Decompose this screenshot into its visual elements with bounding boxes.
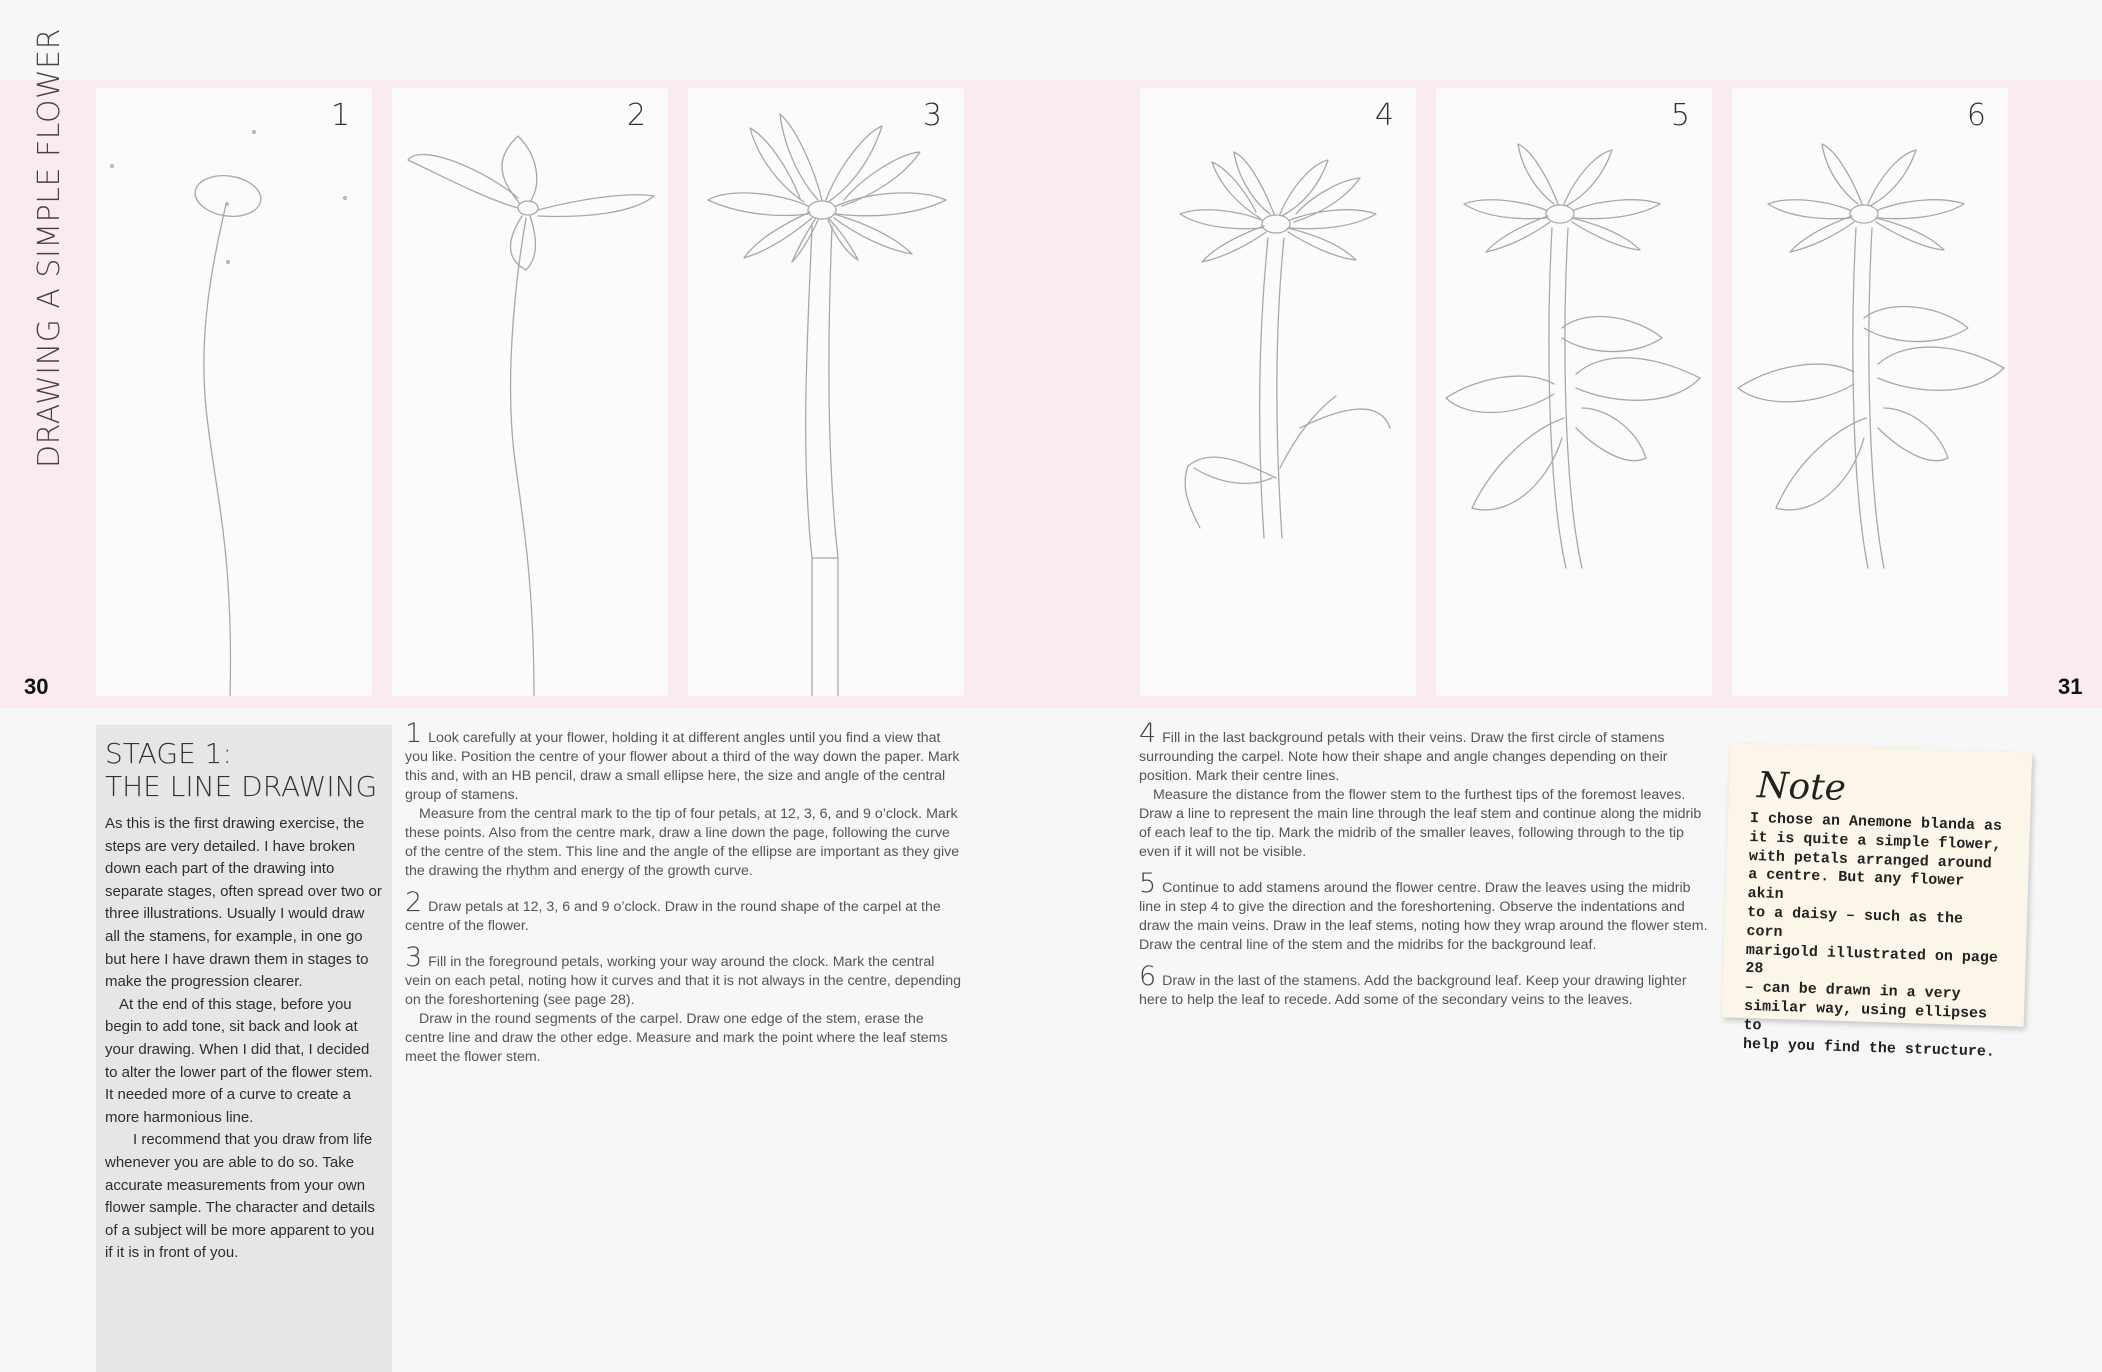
step-number: 6 [1139,961,1157,992]
step-text: Continue to add stamens around the flower centre. Draw the leaves using the midrib line in step 4 to give the direction and the foreshortening. Observe the indentations and draw the main veins. Draw in the leaf stems, noting how they wrap around the flower stem. Draw the central line of the stem and the midribs for the background leaf. [1139,880,1708,953]
panel-number: 2 [626,98,646,133]
section-title: DRAWING A SIMPLE FLOWER [32,28,67,468]
note-line: help you find the structure. [1742,1035,1996,1061]
step-text: Draw petals at 12, 3, 6 and 9 o’clock. Draw in the round shape of the carpel at the centre of the flower. [405,899,941,934]
note-line: similar way, using ellipses to [1743,997,1988,1035]
stage-paragraph: At the end of this stage, before you begin to add tone, sit back and look at your drawing. When I did that, I decided to alter the lower part of the flower stem. It needed more of a curve to create a more harmonious line. [105,995,373,1126]
note-line: – can be drawn in a very [1744,979,1961,1003]
drawing-panel-2 [392,88,668,696]
steps-column-left [405,718,963,1079]
step-2 [405,887,963,936]
stage-title-line-1: STAGE 1: [105,737,232,770]
step-text: Measure the distance from the flower stem to the furthest tips of the foremost leaves. Draw a line to represent the main line through the leaf stem and continue along the midrib of each leaf to the tip. Mark the midrib of the smaller leaves, following through to the tip even if it will not be visible. [1139,787,1702,860]
stage-1-sidebar [96,725,392,1372]
stage-paragraph: As this is the first drawing exercise, the steps are very detailed. I have broken down each part of the drawing into separate stages, often spread over two or three illustrations. Usually I would draw all the stamens, for example, in one go but here I have drawn them in stages to make the progression clearer. [105,815,382,991]
step-5 [1139,868,1713,955]
drawing-panel-1 [96,88,372,696]
step-text: Draw in the round segments of the carpel. Draw one edge of the stem, erase the centre line and draw the other edge. Measure and mark the point where the leaf stems meet the flower stem. [405,1011,948,1065]
note-body [1743,810,2009,1062]
step-6 [1139,961,1713,1010]
step-number: 3 [405,942,423,973]
panel-number: 1 [330,98,350,133]
step-1 [405,718,963,881]
drawing-panel-3 [688,88,964,696]
flower-sketch-step-6 [1732,88,2008,696]
note-line: marigold illustrated on page 28 [1745,941,1999,978]
note-line: with petals arranged around [1748,847,1993,873]
step-3 [405,942,963,1067]
panel-number: 4 [1374,98,1394,133]
panel-number: 6 [1966,98,1986,133]
step-text: Fill in the last background petals with their veins. Draw the first circle of stamens surrounding the carpel. Note how their shape and angle changes depending on their position. Mark their centre lines. [1139,730,1668,784]
step-number: 2 [405,887,423,918]
step-text: Fill in the foreground petals, working your way around the clock. Mark the central vein on each petal, noting how it curves and that it is not always in the centre, depending on the foreshortening (see page 28). [405,954,962,1008]
flower-sketch-step-5 [1436,88,1712,696]
page-number-left: 30 [24,674,49,699]
step-text: Look carefully at your flower, holding it at different angles until you find a view that you like. Position the centre of your flower about a third of the way down the paper. Mark this and, with an HB pencil, draw a small ellipse here, the size and angle of the central group of stamens. [405,730,960,803]
step-text: Measure from the central mark to the tip of four petals, at 12, 3, 6, and 9 o’clock. Mark these points. Also from the centre mark, draw a line down the page, following the curve of the centre of the stem. This line and the angle of the ellipse are important as they give the drawing the rhythm and energy of the growth curve. [405,806,960,879]
flower-sketch-step-3 [688,88,964,696]
panel-number: 5 [1670,98,1690,133]
flower-sketch-step-2 [392,88,668,696]
note-line: I chose an Anemone blanda as [1749,809,2003,835]
note-line: to a daisy – such as the corn [1746,903,1964,941]
flower-sketch-step-1 [96,88,372,696]
drawing-panel-4 [1140,88,1416,696]
flower-sketch-step-4 [1140,88,1416,696]
stage-body [105,813,383,1265]
panel-number: 3 [922,98,942,133]
note-line: a centre. But any flower akin [1747,866,1965,904]
step-4 [1139,718,1713,862]
stage-title [105,737,383,803]
stage-paragraph: I recommend that you draw from life whenever you are able to do so. Take accurate measurements from your own flower sample. The character and details of a subject will be more apparent to you if it is in front of you. [105,1131,375,1262]
note-card [1722,743,2032,1061]
page-number-right: 31 [2058,674,2083,699]
stage-title-line-2: THE LINE DRAWING [105,770,378,803]
note-line: it is quite a simple flower, [1749,828,2002,854]
step-number: 1 [405,718,423,749]
step-number: 4 [1139,718,1157,749]
note-title: Note [1756,765,1847,809]
step-text: Draw in the last of the stamens. Add the background leaf. Keep your drawing lighter here to help the leaf to recede. Add some of the secondary veins to the leaves. [1139,973,1687,1008]
steps-column-right [1139,718,1713,1022]
step-number: 5 [1139,868,1157,899]
drawing-panel-5 [1436,88,1712,696]
drawing-panel-6 [1732,88,2008,696]
